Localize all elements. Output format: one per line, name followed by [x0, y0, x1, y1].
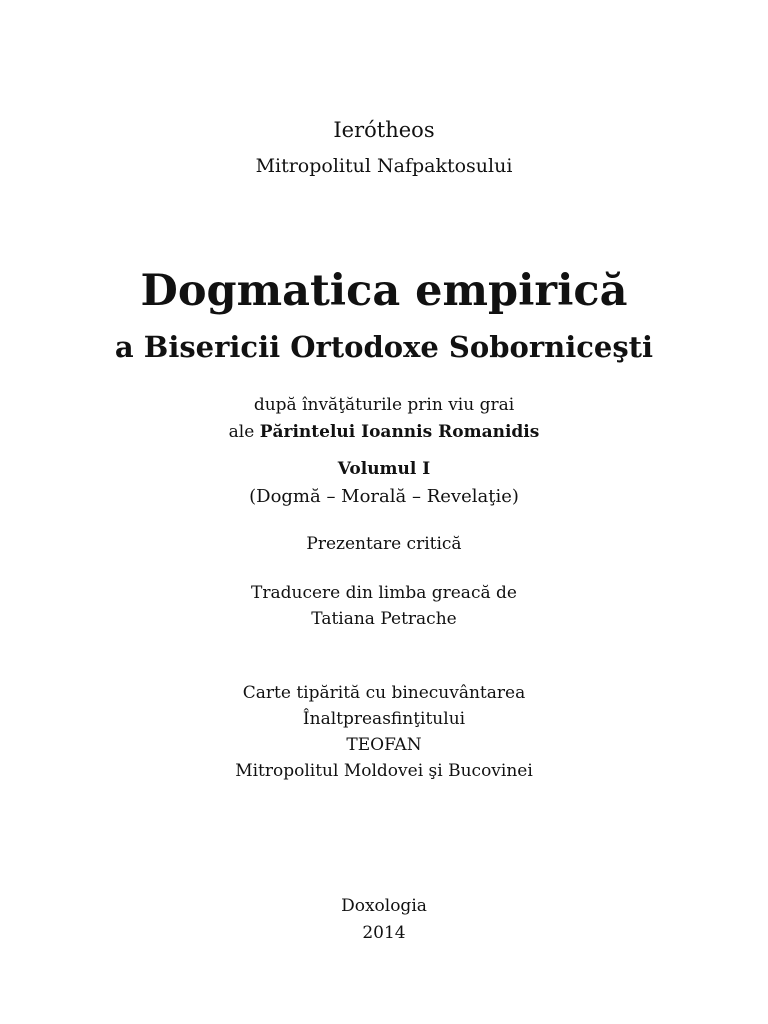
- publication-year: 2014: [362, 923, 406, 943]
- publisher: Doxologia: [341, 896, 427, 916]
- volume-contents: (Dogmă – Morală – Revelaţie): [249, 486, 519, 507]
- blessing-line-1: Carte tipărită cu binecuvântarea: [242, 683, 526, 703]
- edition-type: Prezentare critică: [306, 534, 462, 554]
- teacher-name: Părintelui Ioannis Romanidis: [259, 422, 540, 442]
- volume-label: Volumul I: [337, 459, 431, 479]
- author-name: Ierótheos: [333, 118, 435, 142]
- blessing-line-3: TEOFAN: [346, 735, 422, 755]
- translator-name: Tatiana Petrache: [311, 609, 457, 629]
- blessing-line-2: Înaltpreasfinţitului: [302, 709, 466, 729]
- teachings-line-2: [0, 424, 768, 441]
- book-subtitle: a Bisericii Ortodoxe Soborniceşti: [114, 330, 654, 364]
- teachings-line-1: după învăţăturile prin viu grai: [253, 395, 515, 415]
- book-title: Dogmatica empirică: [140, 266, 628, 316]
- blessing-line-4: Mitropolitul Moldovei şi Bucovinei: [235, 761, 533, 781]
- teachings-prefix: ale: [228, 422, 260, 442]
- author-title: Mitropolitul Nafpaktosului: [255, 155, 513, 177]
- translation-line: Traducere din limba greacă de: [251, 583, 517, 603]
